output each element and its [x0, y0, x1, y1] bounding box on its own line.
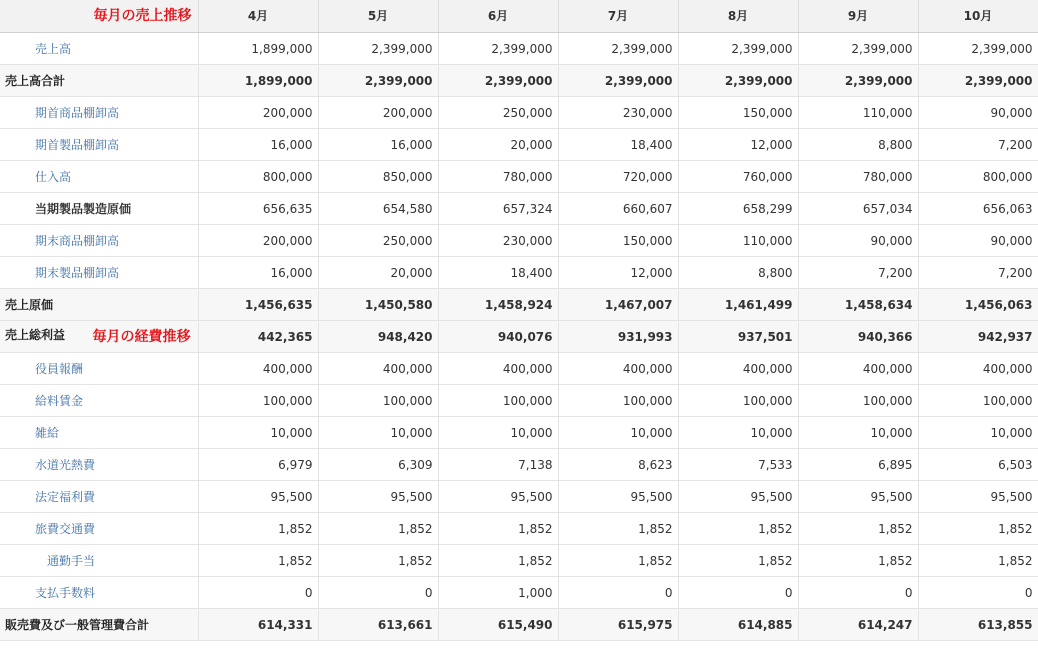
value-cell: 937,501	[678, 320, 798, 352]
row-label[interactable]: 期首商品棚卸高	[35, 105, 120, 120]
value-cell: 1,852	[198, 544, 318, 576]
row-label-cell	[0, 544, 198, 576]
table-row-purchases	[0, 160, 1038, 192]
row-label-cell	[0, 64, 198, 96]
header-row	[0, 0, 1038, 32]
month-header[interactable]: 7月	[558, 0, 678, 32]
value-cell: 1,458,634	[798, 288, 918, 320]
table-row-sga-total	[0, 608, 1038, 640]
row-label[interactable]: 期末製品棚卸高	[35, 265, 120, 280]
row-label-cell	[0, 32, 198, 64]
value-cell: 780,000	[438, 160, 558, 192]
row-label[interactable]: 雑給	[35, 425, 60, 440]
value-cell: 615,975	[558, 608, 678, 640]
value-cell: 100,000	[798, 384, 918, 416]
value-cell: 400,000	[798, 352, 918, 384]
value-cell: 10,000	[558, 416, 678, 448]
row-label: 売上高合計	[5, 73, 66, 88]
expense-trend-title: 毎月の経費推移	[92, 329, 191, 345]
row-label-cell	[0, 608, 198, 640]
value-cell: 2,399,000	[438, 32, 558, 64]
row-label-cell	[0, 448, 198, 480]
value-cell: 6,309	[318, 448, 438, 480]
value-cell: 760,000	[678, 160, 798, 192]
row-label[interactable]: 旅費交通費	[35, 521, 96, 536]
value-cell: 10,000	[198, 416, 318, 448]
row-label-cell	[0, 416, 198, 448]
value-cell: 7,533	[678, 448, 798, 480]
table-row-salaries	[0, 384, 1038, 416]
value-cell: 12,000	[558, 256, 678, 288]
value-cell: 10,000	[438, 416, 558, 448]
row-label-cell	[0, 192, 198, 224]
value-cell: 250,000	[438, 96, 558, 128]
row-label-cell	[0, 256, 198, 288]
value-cell: 200,000	[198, 224, 318, 256]
table-row-misc-wages	[0, 416, 1038, 448]
value-cell: 2,399,000	[318, 32, 438, 64]
value-cell: 7,200	[918, 128, 1038, 160]
value-cell: 0	[918, 576, 1038, 608]
month-header[interactable]: 8月	[678, 0, 798, 32]
value-cell: 95,500	[438, 480, 558, 512]
value-cell: 150,000	[678, 96, 798, 128]
value-cell: 7,138	[438, 448, 558, 480]
value-cell: 10,000	[798, 416, 918, 448]
row-label: 売上原価	[5, 297, 54, 312]
table-row-welfare	[0, 480, 1038, 512]
value-cell: 2,399,000	[318, 64, 438, 96]
value-cell: 100,000	[318, 384, 438, 416]
value-cell: 1,456,063	[918, 288, 1038, 320]
value-cell: 2,399,000	[798, 64, 918, 96]
row-label-cell	[0, 96, 198, 128]
value-cell: 400,000	[558, 352, 678, 384]
value-cell: 2,399,000	[918, 32, 1038, 64]
table-row-commute	[0, 544, 1038, 576]
value-cell: 1,852	[558, 544, 678, 576]
table-row-fees	[0, 576, 1038, 608]
value-cell: 100,000	[918, 384, 1038, 416]
table-row-sales	[0, 32, 1038, 64]
row-label[interactable]: 仕入高	[35, 169, 72, 184]
value-cell: 16,000	[198, 128, 318, 160]
table-row-closing-product	[0, 256, 1038, 288]
value-cell: 400,000	[198, 352, 318, 384]
value-cell: 16,000	[318, 128, 438, 160]
value-cell: 6,503	[918, 448, 1038, 480]
value-cell: 100,000	[558, 384, 678, 416]
value-cell: 2,399,000	[678, 64, 798, 96]
table-row-gross-profit	[0, 320, 1038, 352]
value-cell: 100,000	[198, 384, 318, 416]
value-cell: 613,661	[318, 608, 438, 640]
value-cell: 1,852	[558, 512, 678, 544]
value-cell: 658,299	[678, 192, 798, 224]
value-cell: 16,000	[198, 256, 318, 288]
row-label[interactable]: 給料賃金	[35, 393, 84, 408]
table-row-opening-merch	[0, 96, 1038, 128]
row-label-cell	[0, 320, 198, 352]
value-cell: 95,500	[198, 480, 318, 512]
row-label-cell	[0, 128, 198, 160]
value-cell: 400,000	[918, 352, 1038, 384]
value-cell: 2,399,000	[918, 64, 1038, 96]
row-label-cell	[0, 288, 198, 320]
value-cell: 6,979	[198, 448, 318, 480]
value-cell: 1,852	[678, 512, 798, 544]
value-cell: 7,200	[918, 256, 1038, 288]
value-cell: 1,467,007	[558, 288, 678, 320]
value-cell: 657,324	[438, 192, 558, 224]
table-row-closing-merch	[0, 224, 1038, 256]
value-cell: 1,000	[438, 576, 558, 608]
value-cell: 614,885	[678, 608, 798, 640]
report-body	[0, 32, 1038, 640]
row-label-cell	[0, 224, 198, 256]
value-cell: 110,000	[798, 96, 918, 128]
value-cell: 400,000	[678, 352, 798, 384]
month-header[interactable]: 5月	[318, 0, 438, 32]
value-cell: 1,852	[918, 544, 1038, 576]
month-header[interactable]: 4月	[198, 0, 318, 32]
row-label-cell	[0, 352, 198, 384]
value-cell: 1,852	[198, 512, 318, 544]
value-cell: 250,000	[318, 224, 438, 256]
month-header[interactable]: 9月	[798, 0, 918, 32]
value-cell: 1,852	[798, 544, 918, 576]
row-label-cell	[0, 480, 198, 512]
table-row-utilities	[0, 448, 1038, 480]
sales-trend-title-text: 毎月の売上推移	[93, 8, 192, 25]
value-cell: 95,500	[918, 480, 1038, 512]
value-cell: 0	[558, 576, 678, 608]
value-cell: 800,000	[198, 160, 318, 192]
value-cell: 95,500	[798, 480, 918, 512]
value-cell: 10,000	[918, 416, 1038, 448]
value-cell: 90,000	[798, 224, 918, 256]
value-cell: 2,399,000	[438, 64, 558, 96]
value-cell: 720,000	[558, 160, 678, 192]
value-cell: 200,000	[198, 96, 318, 128]
row-label[interactable]: 期首製品棚卸高	[35, 137, 120, 152]
value-cell: 400,000	[438, 352, 558, 384]
value-cell: 8,623	[558, 448, 678, 480]
value-cell: 614,247	[798, 608, 918, 640]
value-cell: 1,899,000	[198, 32, 318, 64]
row-label[interactable]: 期末商品棚卸高	[35, 233, 120, 248]
row-label: 当期製品製造原価	[35, 201, 132, 216]
value-cell: 100,000	[438, 384, 558, 416]
value-cell: 12,000	[678, 128, 798, 160]
value-cell: 1,852	[438, 544, 558, 576]
value-cell: 2,399,000	[798, 32, 918, 64]
value-cell: 948,420	[318, 320, 438, 352]
row-label-cell	[0, 576, 198, 608]
value-cell: 8,800	[678, 256, 798, 288]
value-cell: 657,034	[798, 192, 918, 224]
value-cell: 90,000	[918, 96, 1038, 128]
month-header[interactable]: 6月	[438, 0, 558, 32]
value-cell: 656,635	[198, 192, 318, 224]
value-cell: 1,852	[918, 512, 1038, 544]
value-cell: 18,400	[558, 128, 678, 160]
value-cell: 200,000	[318, 96, 438, 128]
value-cell: 7,200	[798, 256, 918, 288]
value-cell: 95,500	[558, 480, 678, 512]
value-cell: 940,076	[438, 320, 558, 352]
value-cell: 1,852	[318, 512, 438, 544]
value-cell: 931,993	[558, 320, 678, 352]
value-cell: 230,000	[558, 96, 678, 128]
value-cell: 95,500	[678, 480, 798, 512]
row-label[interactable]: 法定福利費	[35, 489, 96, 504]
value-cell: 1,450,580	[318, 288, 438, 320]
value-cell: 2,399,000	[558, 32, 678, 64]
value-cell: 850,000	[318, 160, 438, 192]
table-row-mfg-cost	[0, 192, 1038, 224]
value-cell: 614,331	[198, 608, 318, 640]
value-cell: 10,000	[678, 416, 798, 448]
value-cell: 150,000	[558, 224, 678, 256]
value-cell: 613,855	[918, 608, 1038, 640]
row-label: 売上総利益	[5, 328, 66, 342]
value-cell: 656,063	[918, 192, 1038, 224]
value-cell: 660,607	[558, 192, 678, 224]
value-cell: 2,399,000	[558, 64, 678, 96]
value-cell: 20,000	[318, 256, 438, 288]
value-cell: 615,490	[438, 608, 558, 640]
value-cell: 8,800	[798, 128, 918, 160]
value-cell: 942,937	[918, 320, 1038, 352]
value-cell: 230,000	[438, 224, 558, 256]
value-cell: 400,000	[318, 352, 438, 384]
value-cell: 780,000	[798, 160, 918, 192]
value-cell: 1,852	[798, 512, 918, 544]
row-label: 販売費及び一般管理費合計	[5, 617, 150, 632]
value-cell: 442,365	[198, 320, 318, 352]
row-label-cell	[0, 384, 198, 416]
value-cell: 654,580	[318, 192, 438, 224]
value-cell: 0	[318, 576, 438, 608]
value-cell: 1,899,000	[198, 64, 318, 96]
value-cell: 1,461,499	[678, 288, 798, 320]
table-row-opening-product	[0, 128, 1038, 160]
value-cell: 20,000	[438, 128, 558, 160]
value-cell: 10,000	[318, 416, 438, 448]
table-row-cogs	[0, 288, 1038, 320]
sales-trend-title	[0, 0, 198, 32]
value-cell: 6,895	[798, 448, 918, 480]
value-cell: 18,400	[438, 256, 558, 288]
value-cell: 2,399,000	[678, 32, 798, 64]
value-cell: 100,000	[678, 384, 798, 416]
table-row-travel	[0, 512, 1038, 544]
value-cell: 0	[678, 576, 798, 608]
value-cell: 1,458,924	[438, 288, 558, 320]
row-label[interactable]: 水道光熱費	[35, 457, 96, 472]
value-cell: 0	[198, 576, 318, 608]
row-label[interactable]: 売上高	[35, 41, 72, 56]
value-cell: 0	[798, 576, 918, 608]
row-label[interactable]: 通勤手当	[47, 553, 96, 568]
value-cell: 1,852	[318, 544, 438, 576]
table-row-sales-total	[0, 64, 1038, 96]
row-label[interactable]: 支払手数料	[35, 585, 96, 600]
value-cell: 95,500	[318, 480, 438, 512]
value-cell: 110,000	[678, 224, 798, 256]
table-row-officer-comp	[0, 352, 1038, 384]
value-cell: 90,000	[918, 224, 1038, 256]
value-cell: 1,852	[438, 512, 558, 544]
value-cell: 1,456,635	[198, 288, 318, 320]
value-cell: 1,852	[678, 544, 798, 576]
value-cell: 940,366	[798, 320, 918, 352]
row-label-cell	[0, 160, 198, 192]
row-label[interactable]: 役員報酬	[35, 361, 84, 376]
value-cell: 800,000	[918, 160, 1038, 192]
row-label-cell	[0, 512, 198, 544]
month-header[interactable]: 10月	[918, 0, 1038, 32]
